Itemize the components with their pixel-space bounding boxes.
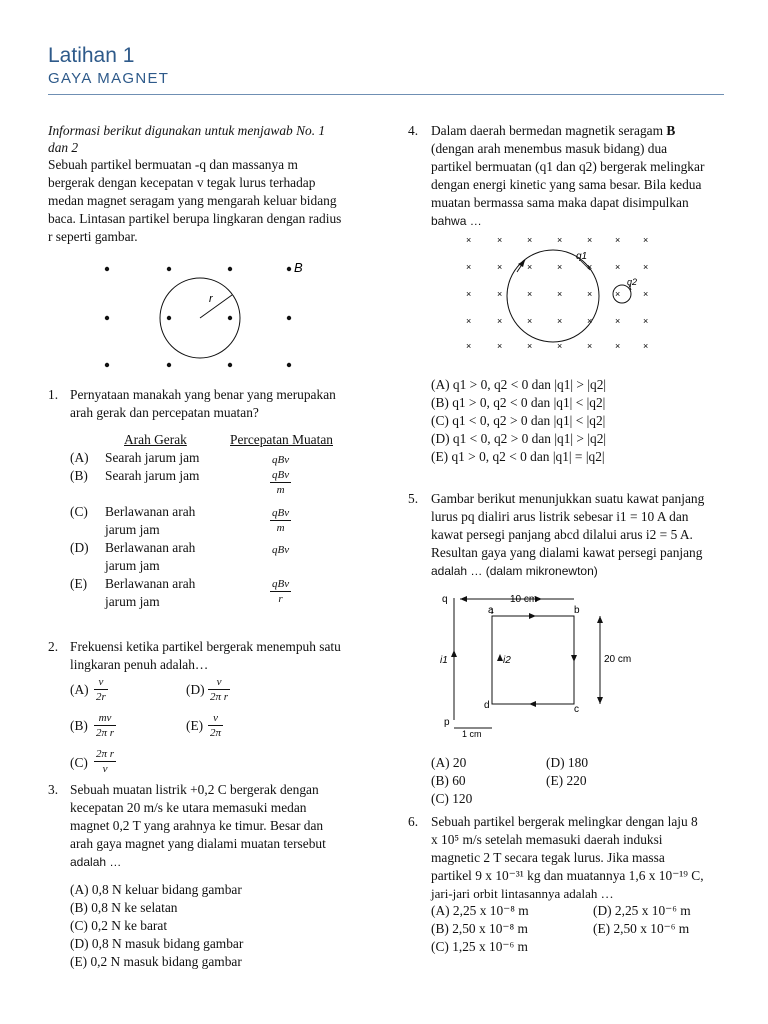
option-letter: (E) <box>186 718 204 733</box>
question-text: Resultan gaya yang dialami kawat persegi panjang <box>431 545 703 560</box>
question-text: x 10⁵ m/s setelah memasuki daerah induksi <box>431 832 663 847</box>
option-accel: qBv <box>272 454 290 466</box>
column-header: Arah Gerak <box>124 432 187 447</box>
option-item: (D) 0,8 N masuk bidang gambar <box>70 936 244 951</box>
field-cross: × <box>587 341 593 351</box>
question-text: arah gerak dan percepatan muatan? <box>70 405 259 420</box>
radius-label: r <box>209 293 213 305</box>
option-letter: (E) <box>70 576 88 591</box>
option-direction: jarum jam <box>105 522 160 537</box>
field-cross: × <box>497 289 503 299</box>
option-item: (E) 2,50 x 10⁻⁶ m <box>593 921 690 936</box>
field-cross: × <box>615 289 621 299</box>
label-q: q <box>442 594 448 605</box>
field-cross: × <box>643 341 649 351</box>
field-cross: × <box>466 262 472 272</box>
label-a: a <box>488 605 494 616</box>
option-letter: (C) <box>70 755 88 770</box>
option-letter: (D) <box>70 540 89 555</box>
intro-text: Sebuah partikel bermuatan -q dan massanya m <box>48 157 298 172</box>
question-text: muatan bermassa sama maka dapat disimpulkan <box>431 195 689 210</box>
field-cross: × <box>557 235 563 245</box>
question-text: Gambar berikut menunjukkan suatu kawat panjang <box>431 491 705 506</box>
field-cross: × <box>497 262 503 272</box>
field-cross: × <box>615 262 621 272</box>
option-item: (B) q1 > 0, q2 < 0 dan |q1| < |q2| <box>431 395 606 410</box>
option-fraction: v 2r <box>96 676 106 703</box>
question-text: bahwa … <box>431 214 482 228</box>
option-item: (B) 0,8 N ke selatan <box>70 900 178 915</box>
field-cross: × <box>557 341 563 351</box>
intro-text: baca. Lintasan partikel berupa lingkaran dengan radius <box>48 211 342 226</box>
option-fraction: 2π r v <box>96 748 115 775</box>
label-gap: 1 cm <box>462 729 482 739</box>
intro-italic: Informasi berikut digunakan untuk menjawab No. 1 <box>48 123 326 138</box>
field-cross: × <box>527 316 533 326</box>
label-height: 20 cm <box>604 654 632 665</box>
question-text: arah gaya magnet yang dialami muatan tersebut <box>70 836 326 851</box>
field-cross: × <box>587 316 593 326</box>
option-letter: (A) <box>70 450 89 465</box>
option-direction: jarum jam <box>105 558 160 573</box>
option-direction: jarum jam <box>105 594 160 609</box>
question-number: 3. <box>48 782 59 797</box>
question-text: kawat persegi panjang abcd dilalui arus i2 = 5 A. <box>431 527 693 542</box>
intro-text: r seperti gambar. <box>48 229 138 244</box>
question-text: Sebuah partikel bergerak melingkar dengan laju 8 <box>431 814 698 829</box>
column-header: Percepatan Muatan <box>230 432 333 447</box>
question-text: (dengan arah menembus masuk bidang) dua <box>431 141 668 156</box>
field-cross: × <box>466 289 472 299</box>
question-text: Pernyataan manakah yang benar yang merupakan <box>70 387 336 402</box>
field-cross: × <box>615 341 621 351</box>
question-text: adalah … <box>70 855 122 869</box>
field-cross: × <box>466 235 472 245</box>
option-letter: (C) <box>70 504 88 519</box>
field-cross: × <box>527 235 533 245</box>
option-item: (B) 2,50 x 10⁻⁸ m <box>431 921 528 936</box>
header-divider <box>48 94 724 95</box>
option-direction: Berlawanan arah <box>105 576 196 591</box>
field-cross: × <box>466 341 472 351</box>
label-i2: i2 <box>503 655 511 666</box>
option-item: (D) 180 <box>546 755 589 770</box>
figure-wire-loop <box>432 588 652 740</box>
intro-italic: dan 2 <box>48 140 79 155</box>
field-cross: × <box>643 316 649 326</box>
option-item: (A) 0,8 N keluar bidang gambar <box>70 882 242 897</box>
field-cross: × <box>643 262 649 272</box>
figure-field-crosses <box>455 230 665 355</box>
field-cross: × <box>497 341 503 351</box>
option-item: (A) q1 > 0, q2 < 0 dan |q1| > |q2| <box>431 377 607 392</box>
intro-text: medan magnet seragam yang mengarah keluar bidang <box>48 193 337 208</box>
page-subtitle: GAYA MAGNET <box>48 70 170 87</box>
field-cross: × <box>466 316 472 326</box>
label-c: c <box>574 704 579 715</box>
field-cross: × <box>587 235 593 245</box>
figure-circular-path <box>90 255 320 375</box>
label-width: 10 cm <box>510 594 538 605</box>
question-text: Sebuah muatan listrik +0,2 C bergerak dengan <box>70 782 319 797</box>
option-item: (E) q1 > 0, q2 < 0 dan |q1| = |q2| <box>431 449 605 464</box>
option-item: (D) q1 < 0, q2 > 0 dan |q1| > |q2| <box>431 431 607 446</box>
field-cross: × <box>497 235 503 245</box>
option-letter: (D) <box>186 682 205 697</box>
field-cross: × <box>527 289 533 299</box>
field-cross: × <box>557 262 563 272</box>
field-cross: × <box>527 262 533 272</box>
question-text: magnet 0,2 T yang arahnya ke timur. Besar dan <box>70 818 324 833</box>
option-item: (C) 120 <box>431 791 473 806</box>
question-number: 2. <box>48 639 59 654</box>
field-cross: × <box>643 235 649 245</box>
field-cross: × <box>615 316 621 326</box>
option-direction: Searah jarum jam <box>105 468 200 483</box>
label-i1: i1 <box>440 655 448 666</box>
option-accel-fraction: qBv m <box>272 469 290 496</box>
question-text: partikel 9 x 10⁻³¹ kg dan muatannya 1,6 x 10⁻¹⁹ C, <box>431 868 704 883</box>
question-number: 5. <box>408 491 419 506</box>
question-text: Frekuensi ketika partikel bergerak menempuh satu <box>70 639 341 654</box>
option-item: (D) 2,25 x 10⁻⁶ m <box>593 903 691 918</box>
question-number: 4. <box>408 123 419 138</box>
label-p: p <box>444 717 450 728</box>
question-text: magnetic 2 T secara tegak lurus. Jika massa <box>431 850 665 865</box>
option-item: (E) 0,2 N masuk bidang gambar <box>70 954 242 969</box>
option-fraction: mv 2π r <box>96 712 115 739</box>
question-text: dengan energi kinetic yang sama besar. Bila kedua <box>431 177 702 192</box>
option-fraction: v 2π r <box>210 676 229 703</box>
q1-label: q1 <box>576 251 588 262</box>
q2-label: q2 <box>627 277 638 287</box>
question-number: 6. <box>408 814 419 829</box>
option-direction: Berlawanan arah <box>105 504 196 519</box>
option-item: (C) 1,25 x 10⁻⁶ m <box>431 939 528 954</box>
question-text: lingkaran penuh adalah… <box>70 657 209 672</box>
option-accel: qBv <box>272 544 290 556</box>
question-text: lurus pq dialiri arus listrik sebesar i1 = 10 A dan <box>431 509 689 524</box>
option-accel-fraction: qBv m <box>272 507 290 534</box>
page-title: Latihan 1 <box>48 44 135 67</box>
option-fraction: v 2π <box>210 712 222 739</box>
label-b: b <box>574 605 580 616</box>
question-text: kecepatan 20 m/s ke utara memasuki medan <box>70 800 307 815</box>
option-item: (B) 60 <box>431 773 466 788</box>
question-text: Dalam daerah bermedan magnetik seragam B <box>431 123 676 138</box>
option-letter: (B) <box>70 718 88 733</box>
field-cross: × <box>615 235 621 245</box>
field-cross: × <box>557 289 563 299</box>
field-cross: × <box>497 316 503 326</box>
field-cross: × <box>587 262 593 272</box>
question-text: jari-jari orbit lintasannya adalah … <box>431 886 614 901</box>
option-direction: Berlawanan arah <box>105 540 196 555</box>
option-item: (A) 2,25 x 10⁻⁸ m <box>431 903 529 918</box>
field-label-b: B <box>294 260 303 275</box>
option-item: (A) 20 <box>431 755 467 770</box>
field-cross: × <box>557 316 563 326</box>
option-accel-fraction: qBv r <box>272 578 290 605</box>
question-number: 1. <box>48 387 59 402</box>
option-item: (C) q1 < 0, q2 > 0 dan |q1| < |q2| <box>431 413 606 428</box>
question-text: adalah … (dalam mikronewton) <box>431 564 598 578</box>
label-d: d <box>484 700 490 711</box>
question-text: partikel bermuatan (q1 dan q2) bergerak melingkar <box>431 159 705 174</box>
field-cross: × <box>527 341 533 351</box>
intro-text: bergerak dengan kecepatan v tegak lurus terhadap <box>48 175 316 190</box>
field-cross: × <box>587 289 593 299</box>
option-item: (C) 0,2 N ke barat <box>70 918 168 933</box>
field-cross: × <box>643 289 649 299</box>
option-item: (E) 220 <box>546 773 587 788</box>
option-direction: Searah jarum jam <box>105 450 200 465</box>
option-letter: (B) <box>70 468 88 483</box>
option-letter: (A) <box>70 682 89 697</box>
